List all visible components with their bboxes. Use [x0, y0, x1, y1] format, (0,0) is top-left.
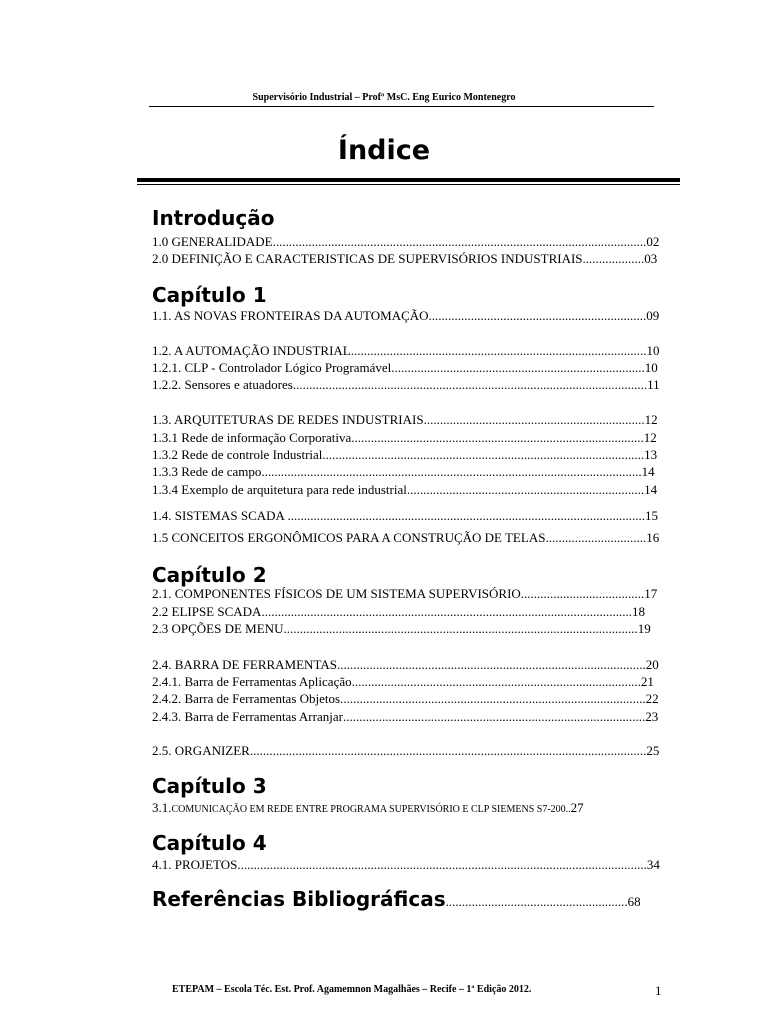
toc-leader-dots: ............................................................................................... — [336, 657, 646, 672]
toc-entry — [152, 377, 660, 393]
toc-leader-dots: ............................... — [545, 530, 647, 545]
section-heading-capitulo-2: Capítulo 2 — [152, 563, 267, 587]
toc-entry-page: 03 — [644, 251, 658, 266]
running-header: Supervisório Industrial – Profº MsC. Eng Eurico Montenegro — [252, 92, 516, 103]
toc-entry-label: 1.3.1 Rede de informação Corporativa — [152, 430, 352, 445]
toc-leader-dots: .................................................................................................................. — [261, 604, 632, 619]
toc-entry — [152, 251, 657, 267]
toc-entry-page: 13 — [644, 447, 658, 462]
toc-entry-page: 12 — [643, 430, 657, 445]
toc-entry-label: 2.4.1. Barra de Ferramentas Aplicação — [152, 674, 352, 689]
toc-leader-dots: ................... — [582, 251, 645, 266]
toc-entry — [152, 464, 655, 480]
toc-entry — [152, 234, 659, 250]
toc-entry — [152, 343, 660, 359]
toc-leader-dots: ..................................................................................................................... — [261, 464, 642, 479]
toc-entry — [152, 412, 658, 428]
toc-entry-label: 2.5. ORGANIZER — [152, 743, 250, 758]
toc-entry-label: 2.4.2. Barra de Ferramentas Objetos — [152, 691, 341, 706]
toc-entry — [152, 508, 658, 524]
toc-entry-label: 1.0 GENERALIDADE — [152, 234, 273, 249]
toc-entry — [152, 430, 657, 446]
toc-entry-label: 2.0 DEFINIÇÃO E CARACTERISTICAS DE SUPERVISÓRIOS INDUSTRIAIS — [152, 251, 583, 266]
toc-entry-page: 10 — [646, 343, 660, 358]
toc-entry-page: 16 — [646, 530, 660, 545]
toc-leader-dots: .............................................................................................................. — [287, 508, 645, 523]
section-heading-capitulo-4: Capítulo 4 — [152, 831, 267, 855]
toc-entry — [152, 360, 658, 376]
toc-entry-page: 09 — [646, 308, 660, 323]
toc-leader-dots: ...................................... — [520, 586, 645, 601]
toc-leader-dots: .......................................................................................... — [351, 430, 644, 445]
toc-entry-page: 14 — [644, 482, 658, 497]
toc-entry — [152, 691, 659, 707]
toc-leader-dots: .. — [565, 804, 571, 815]
toc-entry-page: 11 — [647, 377, 660, 392]
toc-entry — [152, 657, 659, 673]
toc-leader-dots: ........................................................ — [445, 894, 628, 909]
toc-entry-label: 1.1. AS NOVAS FRONTEIRAS DA AUTOMAÇÃO — [152, 308, 429, 323]
toc-entry-label: 1.2. A AUTOMAÇÃO INDUSTRIAL — [152, 343, 351, 358]
toc-entry-label: 1.2.1. CLP - Controlador Lógico Programável — [152, 360, 392, 375]
toc-entry-label: 1.3.4 Exemplo de arquitetura para rede industrial — [152, 482, 407, 497]
toc-entry-label: 1.4. SISTEMAS SCADA — [152, 508, 288, 523]
title-rule-thick — [137, 178, 680, 182]
toc-entry-label: 2.4. BARRA DE FERRAMENTAS — [152, 657, 337, 672]
toc-entry-page: 12 — [644, 412, 658, 427]
toc-entry-page: 27 — [570, 800, 584, 815]
toc-leader-dots: ........................................................................................... — [350, 343, 647, 358]
toc-entry-page: 21 — [640, 674, 654, 689]
toc-leader-dots: ................................................................................................... — [322, 447, 645, 462]
toc-entry-page: 10 — [644, 360, 658, 375]
toc-entry-page: 15 — [644, 508, 658, 523]
toc-entry-label: 1.5 CONCEITOS ERGONÔMICOS PARA A CONSTRUÇÃO DE TELAS — [152, 530, 546, 545]
toc-leader-dots: .......................................................................................................................... — [249, 743, 647, 758]
toc-entry-label: 2.4.3. Barra de Ferramentas Arranjar — [152, 709, 343, 724]
toc-leader-dots: ................................................................................................................... — [272, 234, 647, 249]
toc-entry-page: 20 — [645, 657, 659, 672]
toc-entry — [152, 482, 657, 498]
toc-leader-dots: ................................................................... — [428, 308, 647, 323]
toc-entry-label: 1.3. ARQUITETURAS DE REDES INDUSTRIAIS — [152, 412, 424, 427]
header-rule — [149, 106, 654, 107]
toc-leader-dots: .............................................................................................................................. — [237, 857, 647, 872]
toc-entry-label: 1.2.2. Sensores e atuadores — [152, 377, 293, 392]
section-heading-introducao: Introdução — [152, 206, 275, 230]
toc-entry — [152, 447, 657, 463]
toc-entry-page: 34 — [646, 857, 660, 872]
toc-entry-label: 2.3 OPÇÕES DE MENU — [152, 621, 284, 636]
toc-entry — [152, 674, 654, 690]
toc-leader-dots: ............................................................................................................. — [283, 621, 638, 636]
page-number: 1 — [655, 983, 662, 998]
toc-entry-page: 23 — [645, 709, 659, 724]
toc-entry — [152, 604, 645, 620]
toc-entry-number: 3.1. — [152, 800, 172, 815]
toc-leader-dots: .............................................................................................. — [340, 691, 646, 706]
toc-entry-page: 22 — [645, 691, 659, 706]
toc-entry — [152, 530, 659, 546]
toc-entry-page: 17 — [644, 586, 658, 601]
toc-entry-page: 18 — [631, 604, 645, 619]
toc-leader-dots: ............................................................................................. — [342, 709, 646, 724]
toc-entry — [152, 308, 659, 324]
toc-entry — [152, 709, 658, 725]
toc-entry — [152, 743, 659, 759]
toc-entry-label: COMUNICAÇÃO EM REDE ENTRE PROGRAMA SUPERVISÓRIO E CLP SIEMENS S7-200 — [171, 804, 566, 815]
toc-entry-label: 2.1. COMPONENTES FÍSICOS DE UM SISTEMA SUPERVISÓRIO — [152, 586, 521, 601]
toc-entry — [152, 857, 660, 873]
toc-entry-label: 1.3.2 Rede de controle Industrial — [152, 447, 323, 462]
section-heading-capitulo-3: Capítulo 3 — [152, 774, 267, 798]
toc-entry-page: 68 — [627, 894, 641, 909]
toc-entry-label: 4.1. PROJETOS — [152, 857, 238, 872]
toc-entry-references — [152, 885, 641, 916]
references-heading: Referências Bibliográficas — [152, 887, 446, 911]
toc-leader-dots: ......................................................................................... — [351, 674, 641, 689]
toc-entry — [152, 586, 657, 602]
toc-entry-page: 02 — [646, 234, 660, 249]
title-rule-thin — [137, 184, 680, 185]
toc-entry — [152, 800, 584, 818]
page-title: Índice — [337, 135, 431, 166]
toc-leader-dots: .................................................................... — [423, 412, 645, 427]
toc-entry-page: 25 — [646, 743, 660, 758]
toc-leader-dots: .............................................................................. — [391, 360, 645, 375]
running-footer: ETEPAM – Escola Téc. Est. Prof. Agamemnon Magalhães – Recife – 1ª Edição 2012. — [172, 984, 532, 995]
toc-leader-dots: ............................................................................................................. — [292, 377, 648, 392]
toc-entry — [152, 621, 651, 637]
toc-entry-label: 2.2 ELIPSE SCADA — [152, 604, 262, 619]
toc-leader-dots: ......................................................................... — [406, 482, 645, 497]
toc-entry-page: 14 — [641, 464, 655, 479]
toc-entry-page: 19 — [637, 621, 651, 636]
section-heading-capitulo-1: Capítulo 1 — [152, 283, 267, 307]
toc-entry-label: 1.3.3 Rede de campo — [152, 464, 262, 479]
